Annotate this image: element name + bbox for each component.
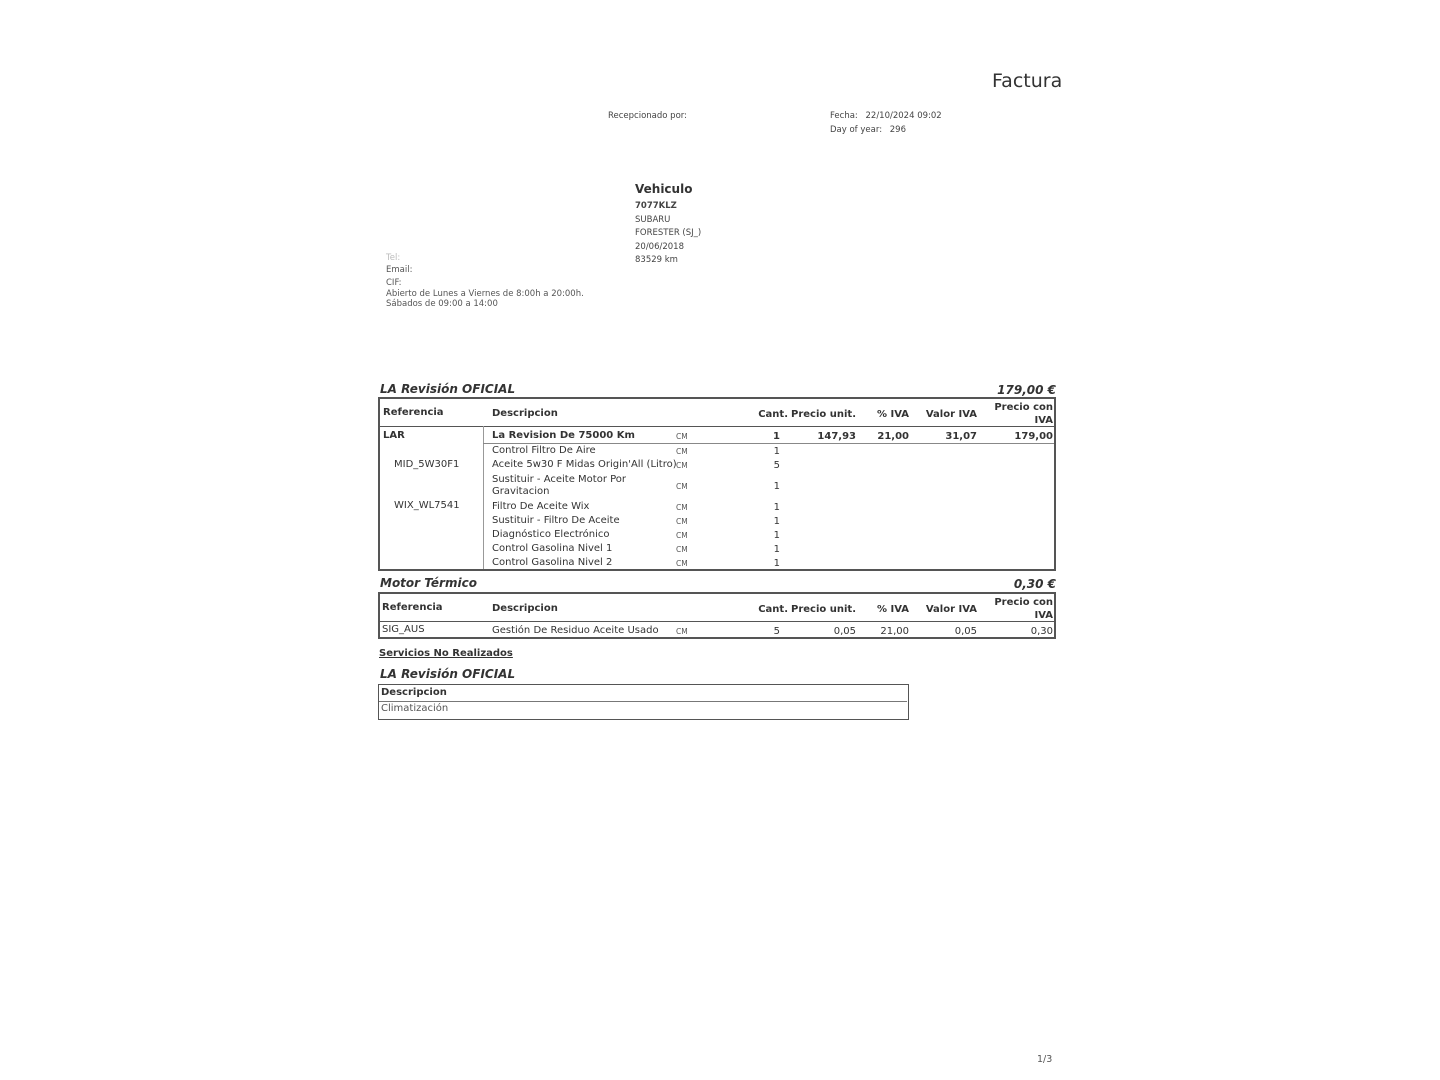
header-divider [380, 621, 1054, 622]
table-row-unit: CM [676, 447, 688, 456]
table-row-desc: Sustituir - Aceite Motor Por [492, 474, 627, 485]
table-row-qty: 1 [773, 558, 780, 569]
table-row-desc: Climatización [381, 703, 449, 714]
row-divider [483, 443, 1054, 444]
table-row-vat-value: 31,07 [945, 431, 977, 442]
contact-block [386, 252, 584, 309]
not-done-title: LA Revisión OFICIAL [380, 667, 516, 681]
table-row-desc: Filtro De Aceite Wix [492, 501, 590, 512]
table-row-vat-value: 0,05 [954, 626, 977, 637]
table-row-unit: CM [676, 531, 688, 540]
table-row-ref: LAR [383, 430, 405, 441]
table-row-vat-pct: 21,00 [880, 626, 909, 637]
table-row-unit: CM [676, 432, 688, 441]
table-row-qty: 5 [773, 460, 780, 471]
table-row-ref: MID_5W30F1 [394, 459, 460, 470]
col-vat-value-header: Valor IVA [925, 409, 977, 420]
col-ref-header: Referencia [383, 407, 444, 418]
table-row-unit: CM [676, 482, 688, 491]
col-qty-header: Cant. [758, 409, 788, 420]
ref-column-divider [483, 426, 484, 569]
section1-total: 179,00 € [997, 383, 1056, 397]
col-price-vat-header-2: IVA [1034, 610, 1053, 621]
table-row-unit: CM [676, 627, 688, 636]
date-line [830, 111, 942, 121]
table-row-qty: 1 [773, 481, 780, 492]
table-row-ref: SIG_AUS [382, 624, 425, 635]
section2-table [378, 592, 1056, 639]
vehicle-registration-date: 20/06/2018 [635, 241, 684, 252]
table-row-unit: CM [676, 545, 688, 554]
col-ref-header: Referencia [382, 602, 443, 613]
table-row-desc: Diagnóstico Electrónico [492, 529, 610, 540]
not-done-col-desc-header: Descripcion [381, 687, 447, 698]
section1-table [378, 397, 1056, 571]
col-price-vat-header-1: Precio con [994, 402, 1053, 413]
table-row-unit: CM [676, 517, 688, 526]
table-row-desc: Aceite 5w30 F Midas Origin'All (Litro) [492, 459, 677, 470]
table-row-qty: 1 [773, 431, 780, 442]
date-label: Fecha: [830, 111, 858, 121]
table-row-qty: 1 [773, 530, 780, 541]
vehicle-model: FORESTER (SJ_) [635, 228, 702, 238]
hours-line-1: Abierto de Lunes a Viernes de 8:00h a 20:00h. [386, 288, 584, 299]
table-row-desc: Control Gasolina Nivel 1 [492, 543, 613, 554]
table-row-desc-continued: Gravitacion [492, 486, 550, 497]
table-row-unit-price: 0,05 [833, 626, 856, 637]
table-row-qty: 1 [773, 502, 780, 513]
table-row-vat-pct: 21,00 [877, 431, 909, 442]
page-indicator: 1/3 [1037, 1054, 1053, 1065]
table-row-desc: Control Gasolina Nivel 2 [492, 557, 613, 568]
received-by-label: Recepcionado por: [608, 111, 687, 121]
col-desc-header: Descripcion [492, 408, 558, 419]
table-row-desc: Sustituir - Filtro De Aceite [492, 515, 620, 526]
section1-title: LA Revisión OFICIAL [380, 382, 516, 396]
table-row-qty: 1 [773, 544, 780, 555]
not-done-table [378, 684, 909, 720]
vehicle-mileage: 83529 km [635, 255, 678, 265]
col-price-vat-header-1: Precio con [994, 597, 1053, 608]
table-row-unit-price: 147,93 [817, 431, 856, 442]
col-price-vat-header-2: IVA [1034, 415, 1053, 426]
header-divider [380, 426, 1054, 427]
vehicle-make: SUBARU [635, 214, 671, 225]
table-row-price-vat: 0,30 [1030, 626, 1053, 637]
table-row-qty: 5 [773, 626, 780, 637]
date-value: 22/10/2024 09:02 [865, 111, 942, 121]
table-row-unit: CM [676, 503, 688, 512]
table-row-desc: Control Filtro De Aire [492, 445, 596, 456]
not-done-heading: Servicios No Realizados [379, 648, 513, 659]
table-row-qty: 1 [773, 516, 780, 527]
col-vat-pct-header: % IVA [876, 604, 909, 615]
header-divider [379, 701, 907, 702]
col-unit-price-header: Precio unit. [791, 604, 856, 615]
col-vat-value-header: Valor IVA [925, 604, 977, 615]
hours-line-2: Sábados de 09:00 a 14:00 [386, 298, 498, 309]
vehicle-block [635, 182, 701, 268]
section2-title: Motor Térmico [380, 576, 477, 590]
col-vat-pct-header: % IVA [876, 409, 909, 420]
col-desc-header: Descripcion [492, 603, 558, 614]
day-of-year-line [830, 125, 906, 135]
table-row-unit: CM [676, 559, 688, 568]
table-row-desc: La Revision De 75000 Km [492, 430, 635, 441]
col-unit-price-header: Precio unit. [791, 409, 856, 420]
tel-label: Tel: [386, 253, 401, 263]
table-row-ref: WIX_WL7541 [394, 500, 460, 511]
cif-label: CIF: [386, 277, 402, 288]
email-label: Email: [386, 265, 413, 276]
day-of-year-value: 296 [889, 125, 906, 135]
vehicle-title: Vehiculo [635, 182, 693, 196]
document-title: Factura [992, 70, 1063, 92]
vehicle-plate: 7077KLZ [635, 201, 677, 211]
day-of-year-label: Day of year: [830, 125, 883, 135]
section2-total: 0,30 € [1013, 577, 1056, 591]
table-row-desc: Gestión De Residuo Aceite Usado [492, 625, 659, 636]
table-row-qty: 1 [773, 446, 780, 457]
col-qty-header: Cant. [758, 604, 788, 615]
table-row-unit: CM [676, 461, 688, 470]
table-row-price-vat: 179,00 [1014, 431, 1053, 442]
